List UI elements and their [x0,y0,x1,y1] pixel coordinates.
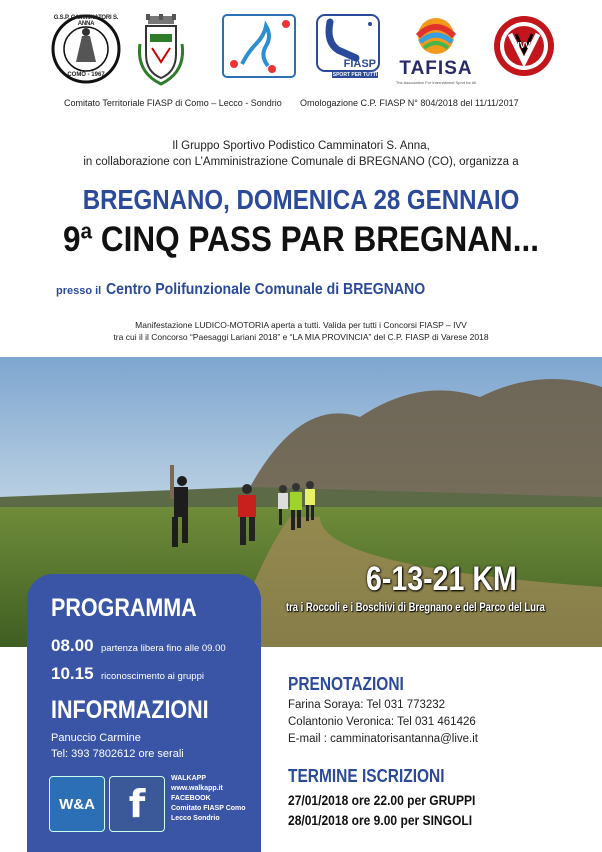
facebook-label: FACEBOOK [171,795,211,802]
gsp-logo [48,14,124,84]
facebook-page-2: Lecco Sondrio [171,815,220,822]
programma-item [51,664,204,684]
event-date: BREGNANO, DOMENICA 28 GENNAIO [82,184,520,215]
notes-line-2: tra cui il il Concorso “Paesaggi Lariani 2018” e “LA MIA PROVINCIA” del C.P. FIASP di Varese 2018 [113,332,489,342]
venue-name: Centro Polifunzionale Comunale di BREGNANO [105,281,425,298]
walkapp-label: WALKAPP [171,775,206,782]
termine-title: TERMINE ISCRIZIONI [288,766,445,786]
programma-time: 10.15 [51,664,94,683]
event-venue [56,281,556,299]
programma-title: PROGRAMMA [51,594,197,622]
intro-line-2: in collaborazione con L’Amministrazione Comunale di BREGNANO (CO), organizza a [83,156,519,168]
fiasp-logo [316,14,380,84]
facebook-page-1[interactable]: Comitato FIASP Como [171,805,246,812]
programma-text: partenza libera fino alle 09.00 [101,643,226,654]
fiasp-logo-text: FIASP [343,58,376,70]
social-text [171,774,246,824]
facebook-icon[interactable] [109,776,165,832]
fiasp-logo-subtext: SPORT PER TUTTI [332,72,378,78]
notes-line-1: Manifestazione LUDICO-MOTORIA aperta a tutti. Valida per tutti i Concorsi FIASP – IVV [135,320,467,330]
venue-prefix: presso il [56,285,102,297]
prenotazioni-line: Farina Soraya: Tel 031 773232 [288,699,446,711]
ivv-logo-text: IVV [517,41,531,50]
programma-time: 08.00 [51,636,94,655]
termine-line: 27/01/2018 ore 22.00 per GRUPPI [288,792,476,808]
programma-panel [27,574,261,852]
ivv-logo [492,14,556,84]
committee-map-logo [222,14,296,84]
walkapp-icon-text: W&A [59,795,95,813]
committee-text: Comitato Territoriale FIASP di Como – Lecco - Sondrio [64,98,282,108]
facebook-icon-text: f [128,782,146,826]
distance-route: tra i Roccoli e i Boschivi di Bregnano e del Parco del Lura [286,602,545,614]
walkapp-icon[interactable] [49,776,105,832]
tafisa-logo-subtext: The Association For International Sport for All [395,80,477,85]
prenotazioni-email[interactable]: E-mail : camminatorisantanna@live.it [288,733,478,745]
informazioni-title: INFORMAZIONI [51,696,209,724]
gsp-logo-bottom-text: COMO - 1967 [67,72,105,78]
programma-text: riconoscimento ai gruppi [101,671,204,682]
intro-line-1: Il Gruppo Sportivo Podistico Camminatori S. Anna, [172,140,430,152]
event-name: 9ª CINQ PASS PAR BREGNAN... [62,220,540,259]
termine-line: 28/01/2018 ore 9.00 per SINGOLI [288,812,473,828]
homologation-text: Omologazione C.P. FIASP N° 804/2018 del 11/11/2017 [300,98,519,108]
distance-km: 6-13-21 KM [366,560,517,598]
informazioni-name: Panuccio Carmine [51,732,141,744]
prenotazioni-title: PRENOTAZIONI [288,674,404,694]
informazioni-phone: Tel: 393 7802612 ore serali [51,748,184,760]
walkapp-url[interactable]: www.walkapp.it [171,785,223,792]
tafisa-logo-text: TAFISA [399,58,473,79]
programma-item [51,636,226,656]
municipality-crest [138,14,184,84]
tafisa-logo [388,14,484,84]
gsp-logo-top-text: G.S.P. CAMMINATORI S. ANNA [53,15,119,27]
prenotazioni-line: Colantonio Veronica: Tel 031 461426 [288,716,476,728]
